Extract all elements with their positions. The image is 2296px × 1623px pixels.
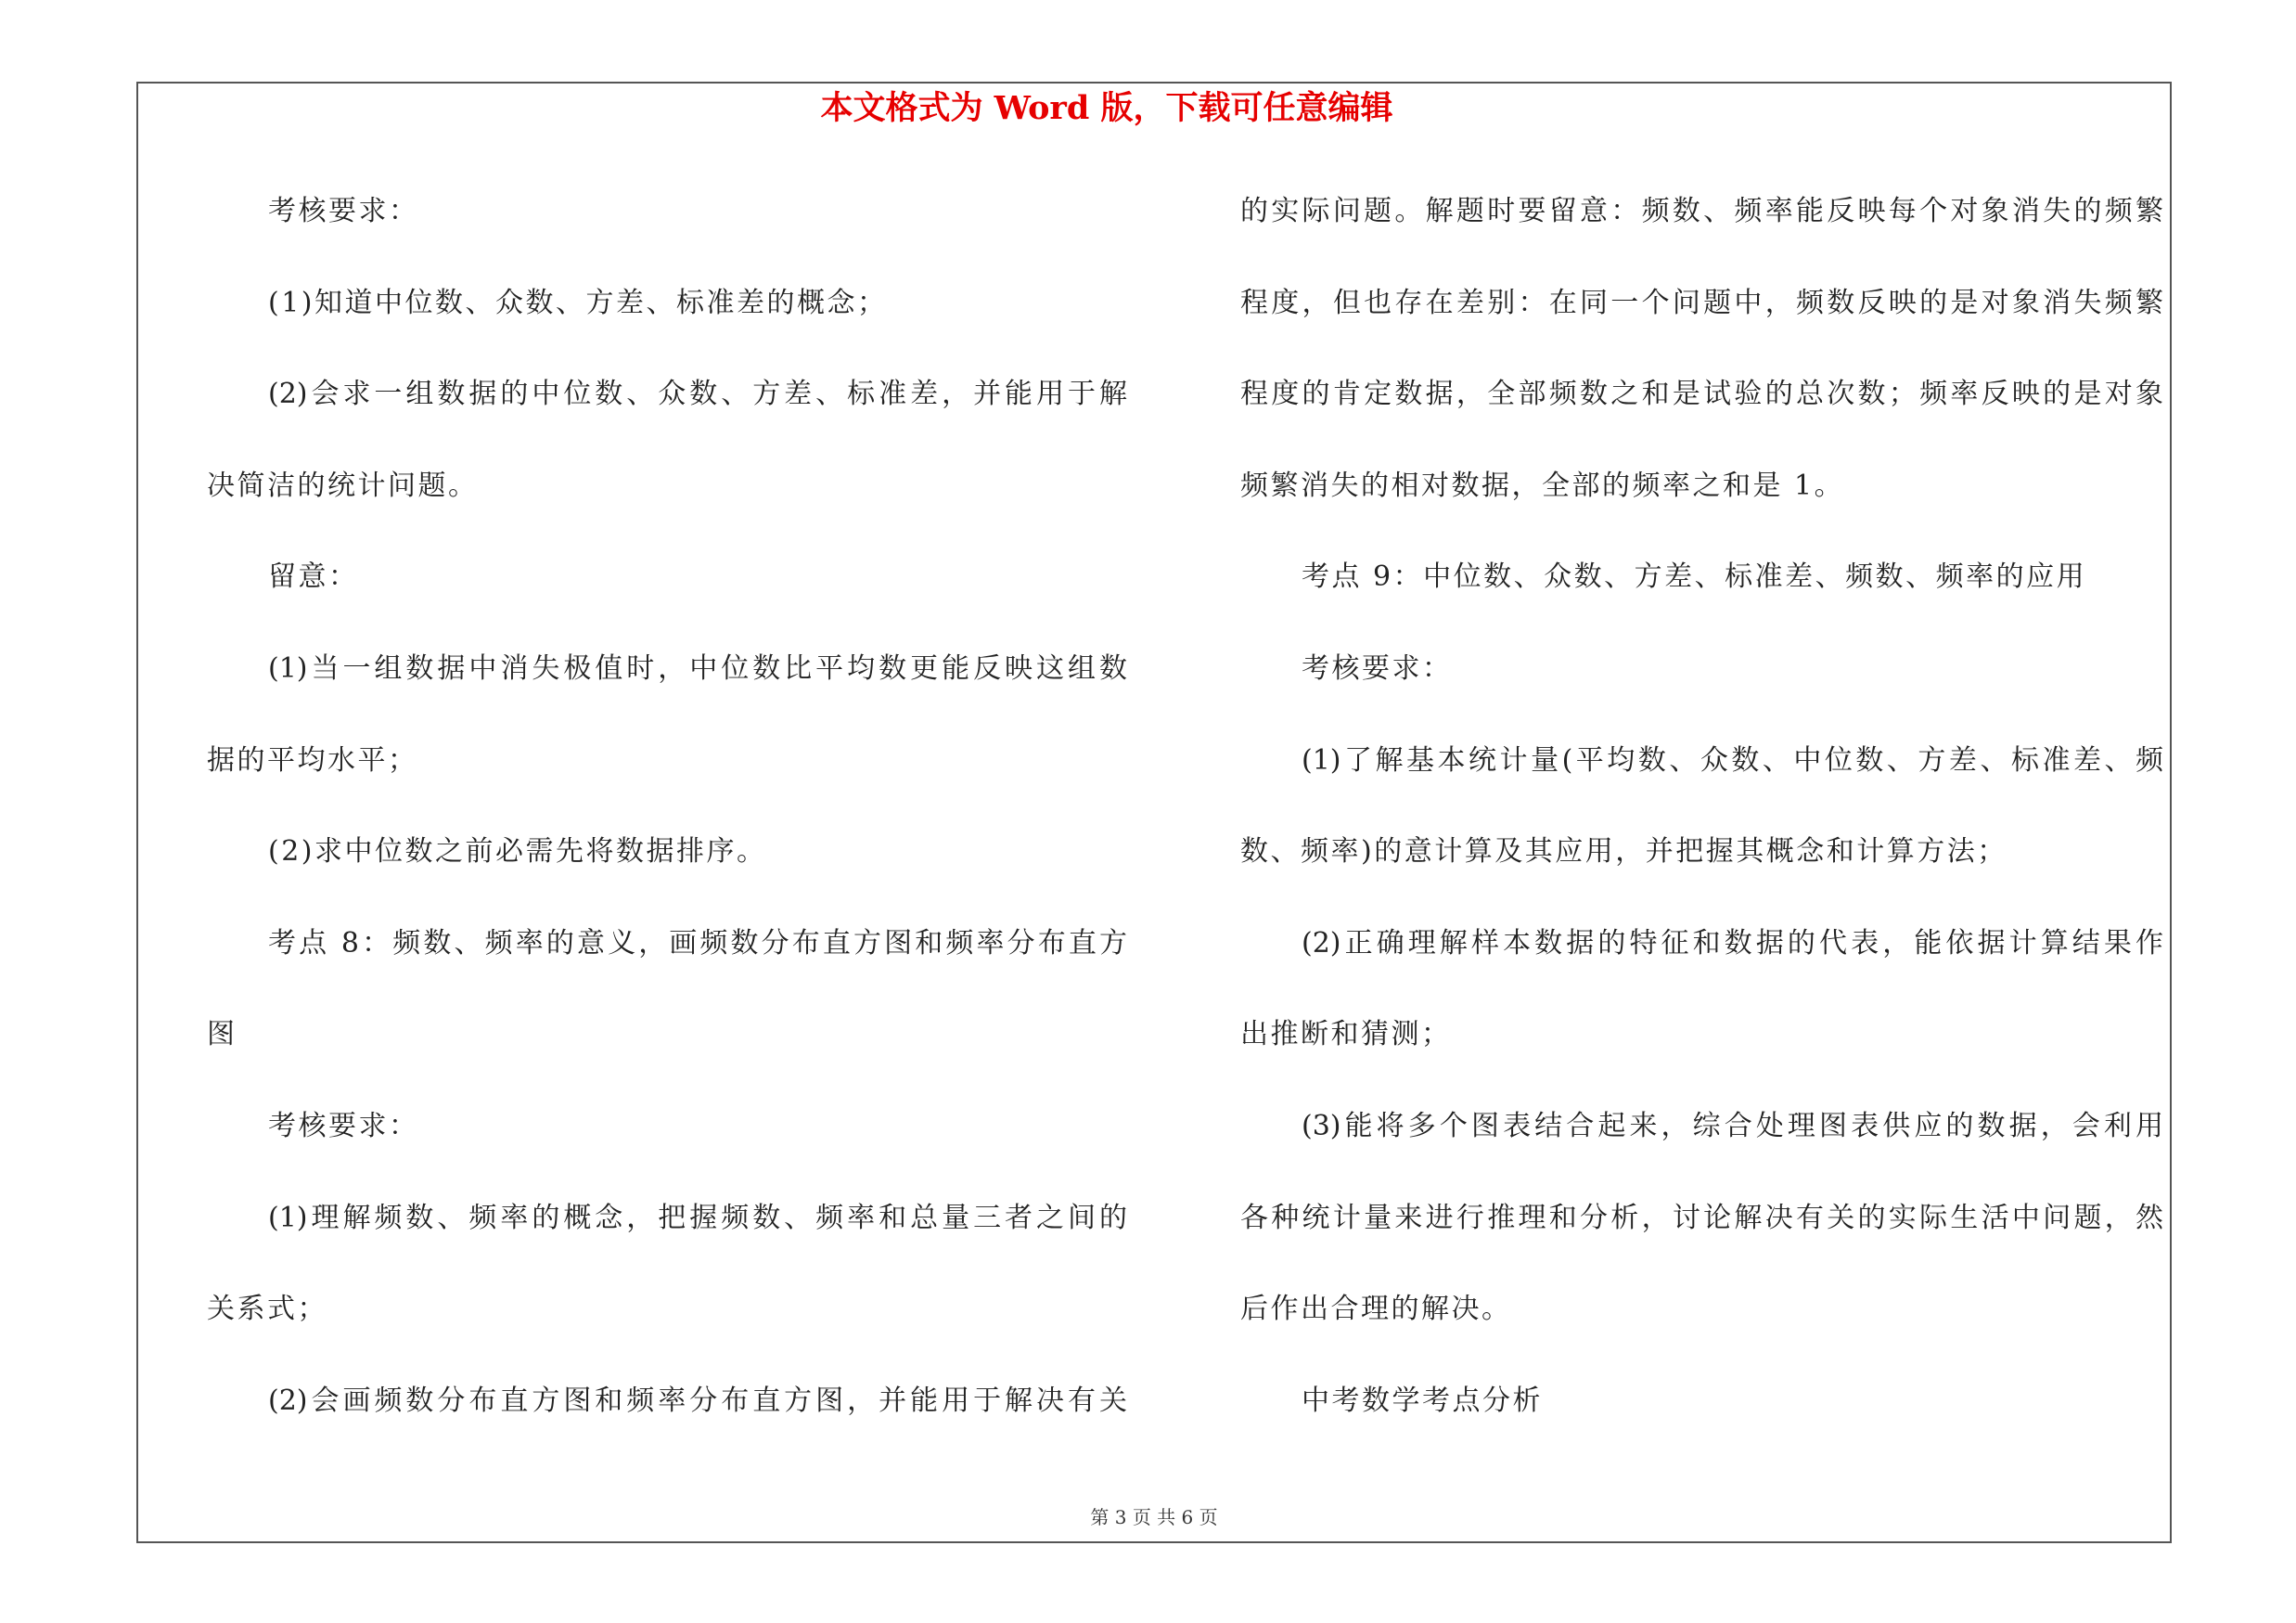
text-line: (1)知道中位数、众数、方差、标准差的概念； [268,286,888,319]
text-line: 考核要求： [1302,651,1453,685]
text-line: 程度，但也存在差别：在同一个问题中，频数反映的是对象消失频繁 [1240,286,2163,319]
text-line: 考点 9：中位数、众数、方差、标准差、频数、频率的应用 [1302,560,2087,594]
text-line: 考核要求： [268,1109,419,1142]
text-line: 频繁消失的相对数据，全部的频率之和是 1。 [1240,469,1845,502]
text-line: 关系式； [207,1293,327,1326]
text-line: (2)会求一组数据的中位数、众数、方差、标准差，并能用于解 [268,378,1127,411]
text-line: 考核要求： [268,195,419,227]
text-line: (2)正确理解样本数据的特征和数据的代表，能依据计算结果作 [1302,926,2163,960]
text-line: (1)当一组数据中消失极值时，中位数比平均数更能反映这组数 [268,651,1127,685]
text-line: 考点 8：频数、频率的意义，画频数分布直方图和频率分布直方 [268,926,1127,960]
text-line: 据的平均水平； [207,743,418,777]
text-line: 的实际问题。解题时要留意：频数、频率能反映每个对象消失的频繁 [1240,195,2163,227]
format-notice-header: 本文格式为 Word 版，下载可任意编辑 [820,89,1393,127]
text-line: 程度的肯定数据，全部频数之和是试验的总次数；频率反映的是对象 [1240,378,2163,411]
text-line: 图 [207,1018,237,1051]
text-line: 各种统计量来进行推理和分析，讨论解决有关的实际生活中问题，然 [1240,1201,2163,1234]
text-line: (3)能将多个图表结合起来，综合处理图表供应的数据，会利用 [1302,1109,2163,1142]
text-line: 后作出合理的解决。 [1240,1293,1512,1326]
text-line: 决简洁的统计问题。 [207,469,479,502]
page-number-footer: 第 3 页 共 6 页 [1090,1506,1218,1528]
text-line: 数、频率)的意计算及其应用，并把握其概念和计算方法； [1240,835,2007,869]
text-line: (2)会画频数分布直方图和频率分布直方图，并能用于解决有关 [268,1384,1127,1417]
text-line: 留意： [268,560,359,594]
text-line: (1)了解基本统计量(平均数、众数、中位数、方差、标准差、频 [1302,743,2163,777]
text-line: (2)求中位数之前必需先将数据排序。 [268,835,767,869]
text-line: (1)理解频数、频率的概念，把握频数、频率和总量三者之间的 [268,1201,1127,1234]
text-line: 中考数学考点分析 [1302,1384,1543,1417]
text-line: 出推断和猜测； [1240,1018,1452,1051]
right-column [1240,166,2163,1447]
left-column [207,166,1127,1447]
